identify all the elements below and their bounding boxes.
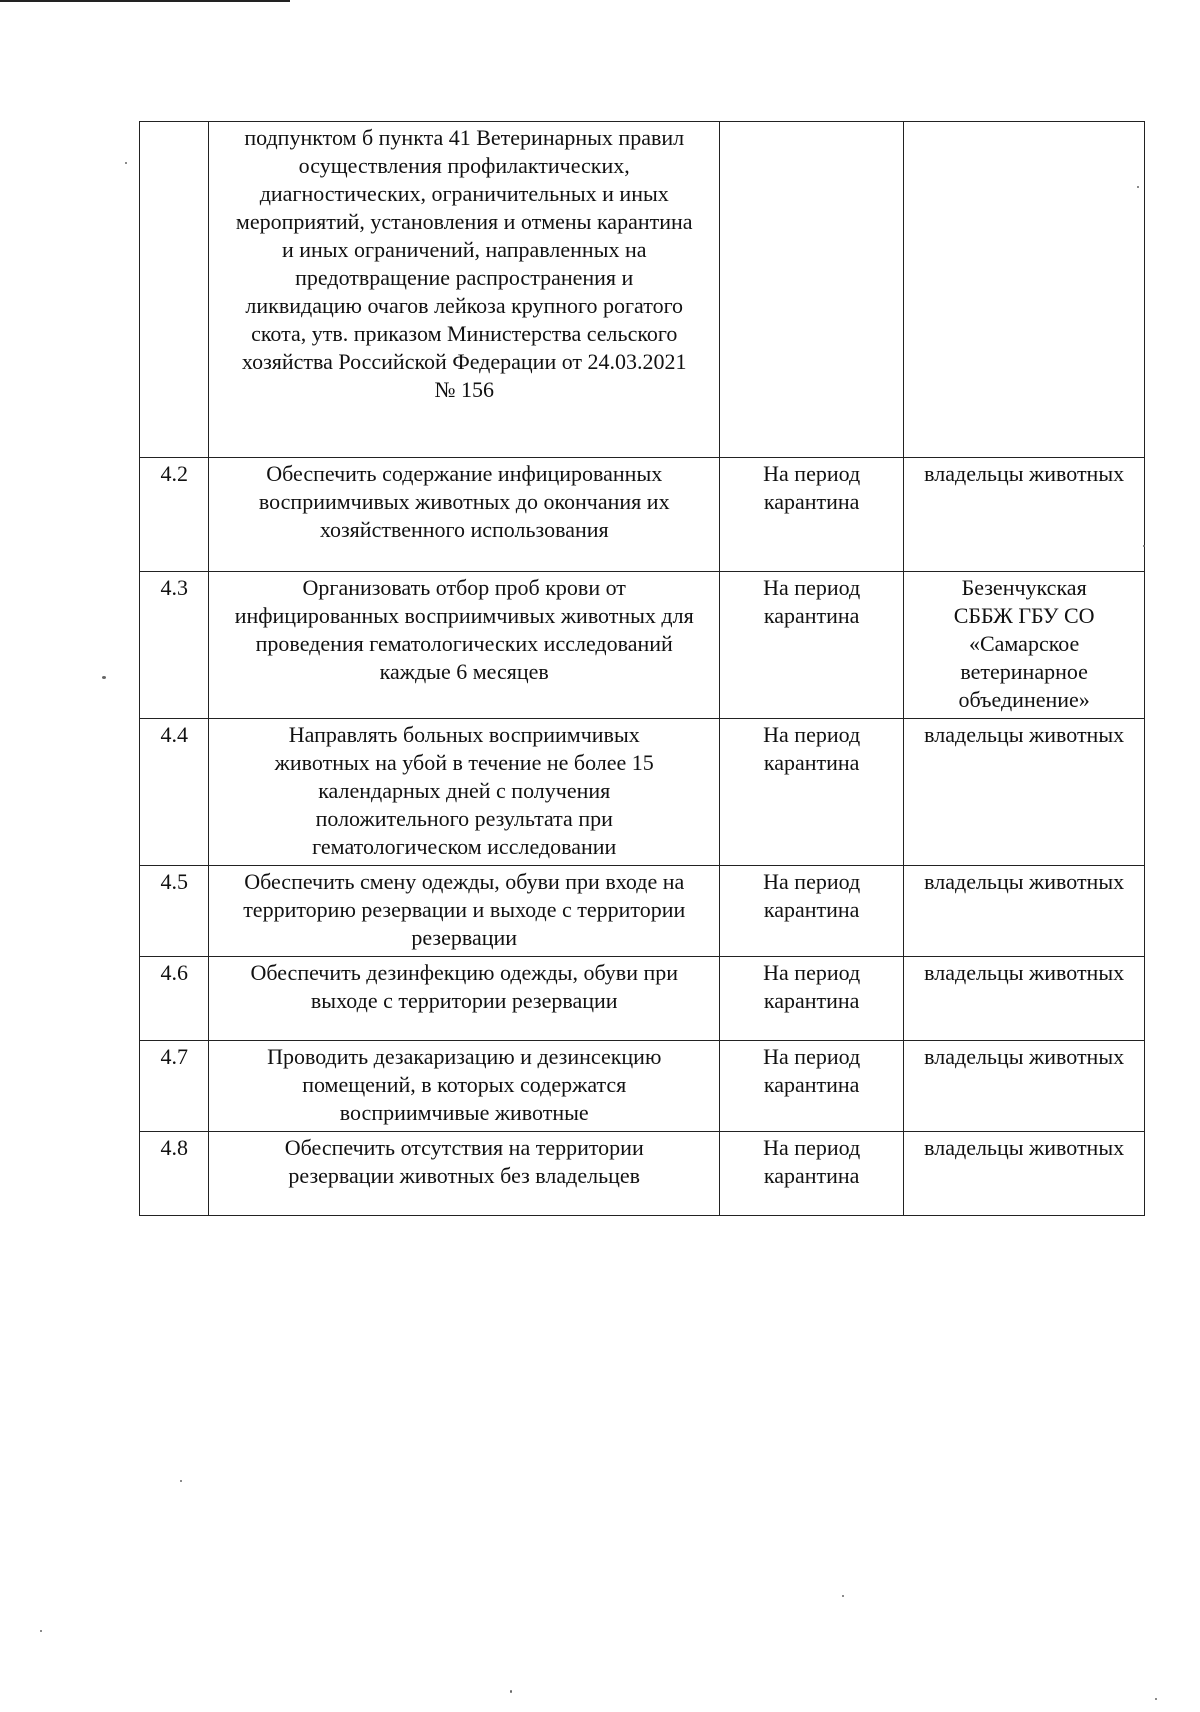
row-number: 4.8: [140, 1132, 209, 1216]
row-action: [209, 572, 720, 719]
row-responsible: владельцы животных: [904, 957, 1145, 1041]
row-period: На период карантина: [720, 1132, 904, 1216]
row-number: 4.2: [140, 458, 209, 572]
table-row: [140, 957, 1145, 1041]
row-number: 4.5: [140, 866, 209, 957]
row-period: [720, 122, 904, 458]
table-row: [140, 572, 1145, 719]
row-action: [209, 719, 720, 866]
row-responsible: [904, 572, 1145, 719]
row-responsible: владельцы животных: [904, 866, 1145, 957]
scan-speck: [510, 1690, 512, 1693]
row-action-text: подпунктом б пункта 41 Ветеринарных правил осуществления профилактических, диагностических, ограничительных и иных мероприятий, установления и отмены карантина и иных ограничений, направленных на предотвращение распространения и ликвидацию очагов лейкоза крупного рогатого скота, утв. приказом Министерства сельского хозяйства Российской Федерации от 24.03.2021 № 156: [235, 125, 693, 402]
row-action-text: Направлять больных восприимчивых животных на убой в течение не более 15 календарных дней с получения положительного результата при гематологическом исследовании: [274, 722, 654, 859]
row-action-text: Обеспечить смену одежды, обуви при входе на территорию резервации и выходе с территории резервации: [243, 869, 686, 950]
scan-speck: [1143, 545, 1145, 547]
row-period: На период карантина: [720, 719, 904, 866]
top-scan-rule: [0, 0, 290, 2]
row-responsible: владельцы животных: [904, 1132, 1145, 1216]
row-action: [209, 122, 720, 458]
row-number: [140, 122, 209, 458]
row-period: На период карантина: [720, 1041, 904, 1132]
scan-speck: [40, 1630, 42, 1632]
row-number: 4.3: [140, 572, 209, 719]
row-action-text: Организовать отбор проб крови от инфицированных восприимчивых животных для проведения гематологических исследований каждые 6 месяцев: [234, 575, 694, 684]
table-row: [140, 458, 1145, 572]
table-row: [140, 719, 1145, 866]
row-action: [209, 1132, 720, 1216]
row-action-text: Проводить дезакаризацию и дезинсекцию помещений, в которых содержатся восприимчивые животные: [267, 1044, 662, 1125]
row-number: 4.7: [140, 1041, 209, 1132]
scan-speck: [102, 676, 106, 679]
row-period: На период карантина: [720, 458, 904, 572]
row-responsible: владельцы животных: [904, 719, 1145, 866]
table-row: [140, 866, 1145, 957]
row-action: [209, 957, 720, 1041]
row-responsible-text: Безенчукская СББЖ ГБУ СО «Самарское ветеринарное объединение»: [953, 575, 1095, 712]
row-number: 4.4: [140, 719, 209, 866]
row-responsible: владельцы животных: [904, 1041, 1145, 1132]
scan-speck: [1137, 186, 1139, 188]
row-number: 4.6: [140, 957, 209, 1041]
row-action-text: Обеспечить дезинфекцию одежды, обуви при выходе с территории резервации: [250, 960, 679, 1013]
row-period: На период карантина: [720, 572, 904, 719]
row-responsible: владельцы животных: [904, 458, 1145, 572]
row-action: [209, 866, 720, 957]
scan-speck: [180, 1480, 182, 1482]
row-period: На период карантина: [720, 957, 904, 1041]
scan-speck: [842, 1595, 844, 1597]
row-action: [209, 458, 720, 572]
scan-speck: [125, 162, 127, 164]
row-action-text: Обеспечить содержание инфицированных восприимчивых животных до окончания их хозяйственного использования: [258, 461, 670, 542]
table-row: [140, 1041, 1145, 1132]
row-period: На период карантина: [720, 866, 904, 957]
row-responsible: [904, 122, 1145, 458]
scan-speck: [1155, 1698, 1157, 1700]
row-action: [209, 1041, 720, 1132]
table-row: [140, 1132, 1145, 1216]
table-row: [140, 122, 1145, 458]
row-action-text: Обеспечить отсутствия на территории резервации животных без владельцев: [284, 1135, 644, 1188]
measures-table: [139, 121, 1145, 1216]
